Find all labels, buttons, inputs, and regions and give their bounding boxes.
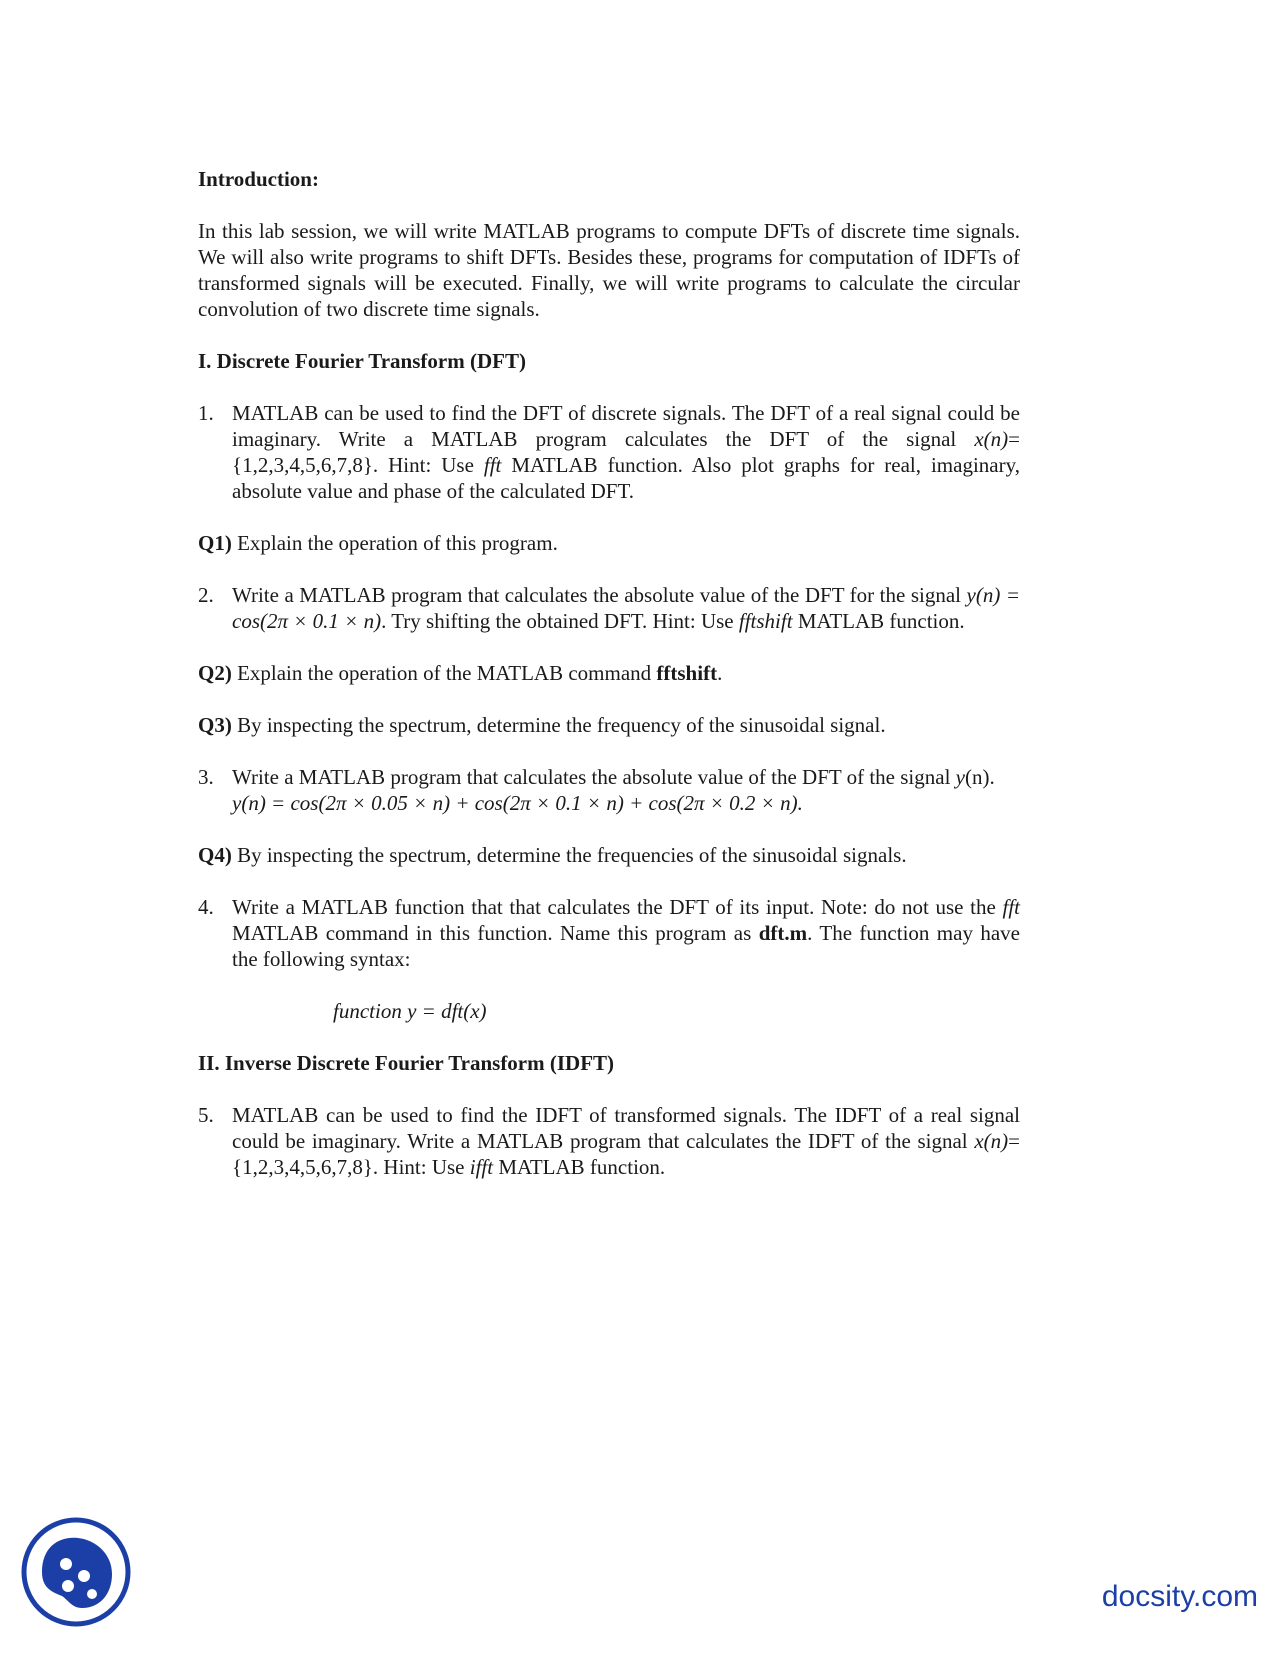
list-number: 5. xyxy=(198,1103,214,1127)
function-name: fft xyxy=(483,453,502,477)
docsity-logo-icon[interactable] xyxy=(20,1516,132,1628)
list-number: 4. xyxy=(198,895,214,919)
question-label: Q2) xyxy=(198,661,232,685)
list-item-1: 1. MATLAB can be used to find the DFT of discrete signals. The DFT of a real signal could be imaginary. Write a MATLAB program calculates the DFT of the signal x(n)={1,2,3,4,5,6,7,8}. Hint: Use fft MATLAB function. Also plot graphs for real, imaginary, absolute value and phase of the calculated DFT. xyxy=(198,401,1020,503)
list-number: 1. xyxy=(198,401,214,425)
document-body xyxy=(198,166,1020,1180)
formula: y(n) = cos(2π × 0.1 × n) xyxy=(232,583,1020,633)
formula: y(n) = cos(2π × 0.05 × n) + cos(2π × 0.1 × n) + cos(2π × 0.2 × n). xyxy=(232,791,803,815)
list-item-2: 2. Write a MATLAB program that calculates the absolute value of the DFT for the signal y(n) = cos(2π × 0.1 × n). Try shifting the obtained DFT. Hint: Use fftshift MATLAB function. xyxy=(198,583,1020,633)
command-name: fftshift xyxy=(656,661,718,685)
signal-name: x(n) xyxy=(974,1129,1009,1153)
signal-name: y xyxy=(955,765,965,789)
question-label: Q1) xyxy=(198,531,232,555)
list-number: 2. xyxy=(198,583,214,607)
list-item-3: 3. Write a MATLAB program that calculates the absolute value of the DFT of the signal y(n). y(n) = cos(2π × 0.05 × n) + cos(2π × 0.1 × n) + cos(2π × 0.2 × n). xyxy=(198,764,1020,816)
question-3: Q3) By inspecting the spectrum, determine the frequency of the sinusoidal signal. xyxy=(198,713,886,737)
list-item-4: 4. Write a MATLAB function that that calculates the DFT of its input. Note: do not use the fft MATLAB command in this function. Name this program as dft.m. The function may have the following syntax: xyxy=(198,895,1020,971)
function-name: ifft xyxy=(469,1155,494,1179)
list-item-5: 5. MATLAB can be used to find the IDFT of transformed signals. The IDFT of a real signal could be imaginary. Write a MATLAB program that calculates the IDFT of the signal x(n)={1,2,3,4,5,6,7,8}. Hint: Use ifft MATLAB function. xyxy=(198,1103,1020,1179)
question-label: Q3) xyxy=(198,713,232,737)
question-4: Q4) By inspecting the spectrum, determine the frequencies of the sinusoidal signals. xyxy=(198,843,907,867)
file-name: dft.m xyxy=(758,921,808,945)
intro-paragraph: In this lab session, we will write MATLAB programs to compute DFTs of discrete time signals. We will also write programs to shift DFTs. Besides these, programs for computation of IDFTs of transformed signals will be executed. Finally, we will write programs to calculate the circular convolution of two discrete time signals. xyxy=(198,219,1020,321)
function-name: fftshift xyxy=(738,609,793,633)
function-syntax: function y = dft(x) xyxy=(333,999,487,1023)
intro-heading: Introduction: xyxy=(198,167,319,191)
question-1: Q1) Explain the operation of this program. xyxy=(198,531,558,555)
section-2-heading: II. Inverse Discrete Fourier Transform (IDFT) xyxy=(198,1051,615,1075)
signal-name: x(n) xyxy=(974,427,1009,451)
section-1-heading: I. Discrete Fourier Transform (DFT) xyxy=(198,349,526,373)
function-name: fft xyxy=(1002,895,1020,919)
question-label: Q4) xyxy=(198,843,232,867)
list-number: 3. xyxy=(198,765,214,789)
docsity-brand-link[interactable]: docsity.com xyxy=(1101,1580,1258,1613)
question-2: Q2) Explain the operation of the MATLAB command fftshift. xyxy=(198,661,723,685)
